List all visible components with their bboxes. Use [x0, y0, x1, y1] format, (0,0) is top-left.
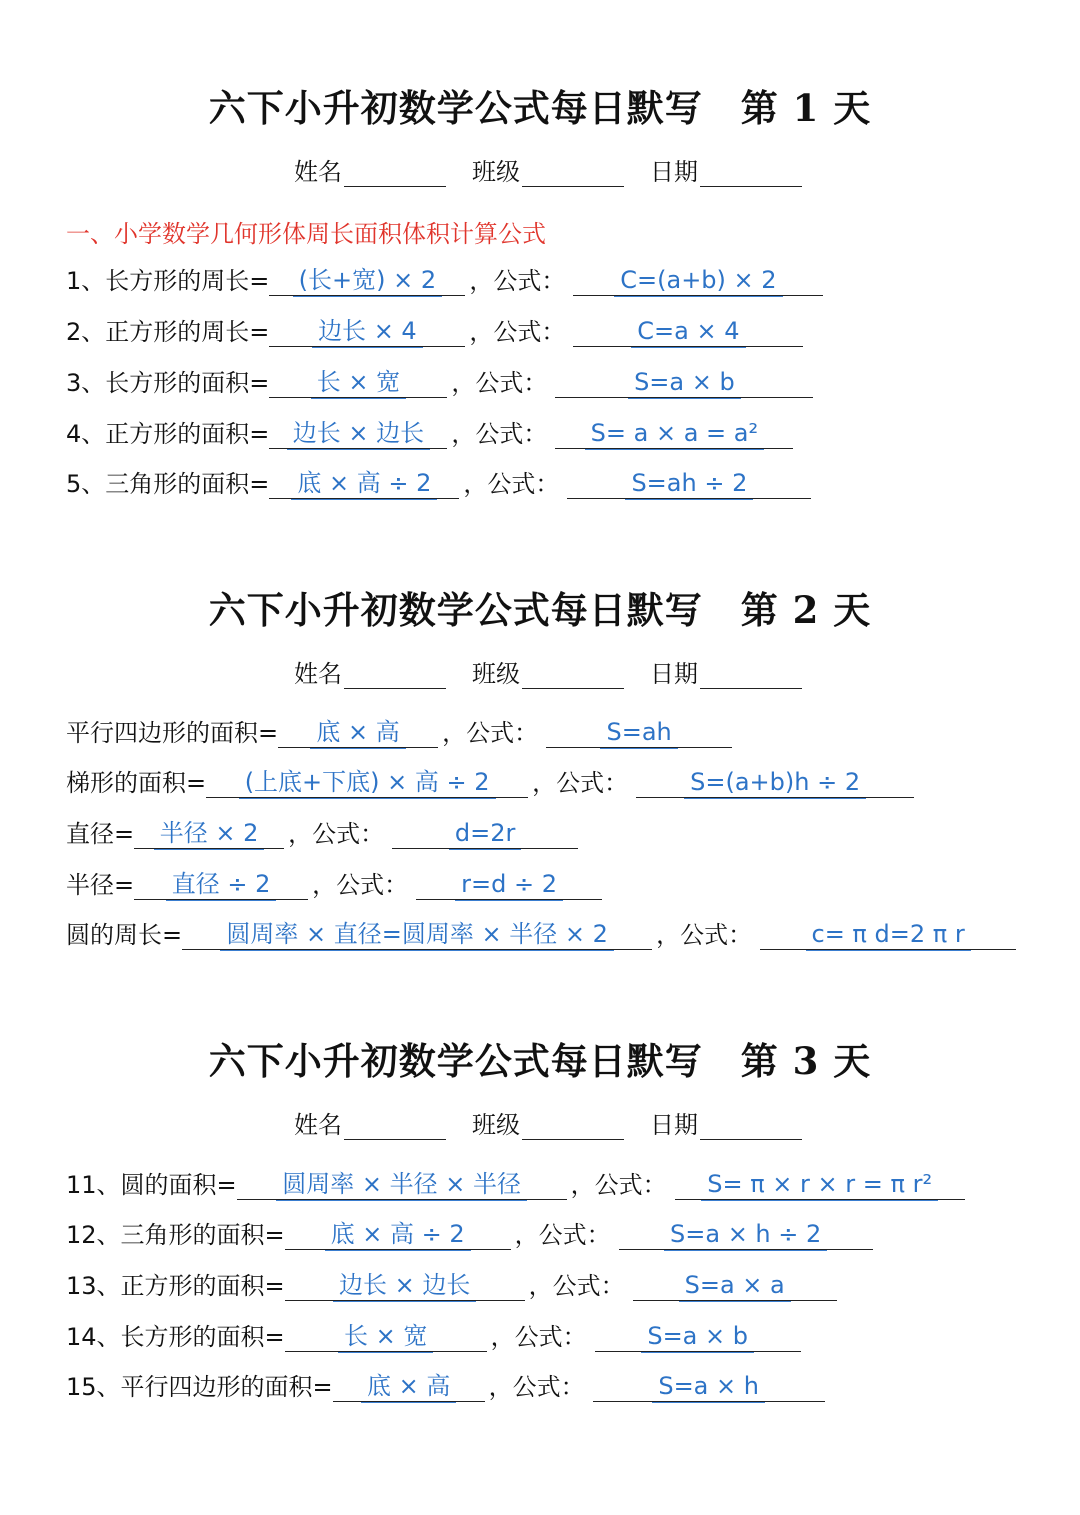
name-blank[interactable]	[344, 1115, 446, 1140]
row-label: 4、正方形的面积=	[66, 420, 270, 448]
formula-row	[66, 866, 602, 900]
class-blank[interactable]	[522, 1115, 624, 1140]
formula-blank[interactable]	[633, 1269, 837, 1301]
formula-label: ，公式：	[312, 871, 409, 899]
class-blank[interactable]	[522, 664, 624, 689]
formula-row	[66, 313, 803, 347]
answer-blank[interactable]	[182, 918, 652, 950]
answer-text: 底 × 高 ÷ 2	[330, 1220, 465, 1248]
formula-text: S=a × h	[658, 1372, 759, 1400]
day2-day-label: 第 2 天	[740, 588, 872, 632]
answer-blank[interactable]	[269, 366, 447, 398]
row-label: 12、三角形的面积=	[66, 1221, 285, 1249]
formula-label: ，公式：	[490, 1323, 587, 1351]
formula-label: ，公式：	[514, 1221, 611, 1249]
formula-row	[66, 262, 823, 296]
formula-blank[interactable]	[595, 1320, 801, 1352]
day1-title	[0, 78, 1080, 132]
formula-text: S= a × a = a²	[590, 419, 759, 447]
formula-row	[66, 1267, 837, 1301]
row-label: 2、正方形的周长=	[66, 318, 270, 346]
formula-label: ，公式：	[532, 769, 629, 797]
formula-label: ，公式：	[656, 921, 753, 949]
day3-title	[0, 1031, 1080, 1085]
date-label: 日期	[650, 1111, 698, 1139]
date-blank[interactable]	[700, 1115, 802, 1140]
answer-blank[interactable]	[269, 467, 459, 499]
formula-text: S=ah ÷ 2	[631, 469, 748, 497]
formula-blank[interactable]	[636, 766, 914, 798]
date-label: 日期	[650, 660, 698, 688]
answer-text: 圆周率 × 半径 × 半径	[282, 1170, 522, 1198]
day3-meta	[294, 1105, 828, 1140]
formula-text: S= π × r × r = π r²	[707, 1170, 933, 1198]
date-blank[interactable]	[700, 162, 802, 187]
answer-blank[interactable]	[285, 1320, 487, 1352]
answer-blank[interactable]	[206, 766, 528, 798]
formula-blank[interactable]	[416, 868, 602, 900]
formula-text: C=a × 4	[637, 317, 740, 345]
formula-label: ，公式：	[463, 470, 560, 498]
day1-title-text: 六下小升初数学公式每日默写	[208, 86, 703, 130]
formula-blank[interactable]	[573, 315, 803, 347]
formula-blank[interactable]	[760, 918, 1016, 950]
name-blank[interactable]	[344, 664, 446, 689]
formula-blank[interactable]	[555, 366, 813, 398]
answer-blank[interactable]	[285, 1218, 511, 1250]
formula-blank[interactable]	[567, 467, 811, 499]
row-label: 圆的周长=	[66, 921, 183, 949]
formula-text: S=ah	[606, 718, 672, 746]
formula-text: c= π d=2 π r	[811, 920, 965, 948]
formula-text: S=a × b	[634, 368, 735, 396]
row-label: 3、长方形的面积=	[66, 369, 270, 397]
row-label: 直径=	[66, 820, 135, 848]
formula-label: ，公式：	[288, 820, 385, 848]
name-label: 姓名	[294, 158, 342, 186]
day2-meta	[294, 654, 828, 689]
formula-label: ，公式：	[570, 1171, 667, 1199]
formula-label: ，公式：	[451, 420, 548, 448]
answer-blank[interactable]	[269, 417, 447, 449]
row-label: 15、平行四边形的面积=	[66, 1373, 333, 1401]
section1-heading: 一、小学数学几何形体周长面积体积计算公式	[66, 220, 546, 248]
day3-day-label: 第 3 天	[740, 1039, 872, 1083]
answer-blank[interactable]	[269, 315, 465, 347]
answer-blank[interactable]	[134, 868, 308, 900]
name-label: 姓名	[294, 660, 342, 688]
formula-row	[66, 916, 1016, 950]
formula-row	[66, 1368, 825, 1402]
row-label: 平行四边形的面积=	[66, 719, 279, 747]
formula-blank[interactable]	[546, 716, 732, 748]
answer-text: 边长 × 边长	[292, 419, 425, 447]
formula-row	[66, 815, 578, 849]
formula-label: ，公式：	[451, 369, 548, 397]
name-blank[interactable]	[344, 162, 446, 187]
day1-day-label: 第 1 天	[740, 86, 872, 130]
answer-text: 底 × 高 ÷ 2	[297, 469, 432, 497]
formula-blank[interactable]	[573, 264, 823, 296]
day1-meta	[294, 152, 828, 187]
class-label: 班级	[472, 660, 520, 688]
answer-text: (长+宽) × 2	[298, 266, 437, 294]
formula-text: C=(a+b) × 2	[620, 266, 777, 294]
formula-blank[interactable]	[619, 1218, 873, 1250]
answer-blank[interactable]	[285, 1269, 525, 1301]
date-blank[interactable]	[700, 664, 802, 689]
name-label: 姓名	[294, 1111, 342, 1139]
answer-text: 底 × 高	[366, 1372, 451, 1400]
formula-row	[66, 1216, 873, 1250]
formula-row	[66, 364, 813, 398]
answer-blank[interactable]	[269, 264, 465, 296]
row-label: 14、长方形的面积=	[66, 1323, 285, 1351]
row-label: 半径=	[66, 871, 135, 899]
formula-text: S=a × h ÷ 2	[670, 1220, 822, 1248]
row-label: 1、长方形的周长=	[66, 267, 270, 295]
row-label: 梯形的面积=	[66, 769, 207, 797]
answer-text: 边长 × 4	[318, 317, 417, 345]
formula-label: ，公式：	[469, 318, 566, 346]
day2-title-text: 六下小升初数学公式每日默写	[208, 588, 703, 632]
answer-text: 底 × 高	[316, 718, 400, 746]
answer-blank[interactable]	[237, 1168, 567, 1200]
answer-blank[interactable]	[333, 1370, 485, 1402]
formula-blank[interactable]	[593, 1370, 825, 1402]
formula-blank[interactable]	[675, 1168, 965, 1200]
answer-text: 圆周率 × 直径=圆周率 × 半径 × 2	[226, 920, 608, 948]
formula-text: d=2r	[454, 819, 516, 847]
formula-label: ，公式：	[442, 719, 539, 747]
answer-text: 半径 × 2	[159, 819, 259, 847]
answer-text: 长 × 宽	[316, 368, 401, 396]
class-blank[interactable]	[522, 162, 624, 187]
class-label: 班级	[472, 158, 520, 186]
formula-row	[66, 1166, 965, 1200]
day2-title	[0, 580, 1080, 634]
formula-label: ，公式：	[469, 267, 566, 295]
formula-blank[interactable]	[392, 817, 578, 849]
formula-row	[66, 465, 811, 499]
class-label: 班级	[472, 1111, 520, 1139]
formula-text: S=(a+b)h ÷ 2	[690, 768, 861, 796]
answer-text: (上底+下底) × 高 ÷ 2	[244, 768, 490, 796]
formula-row	[66, 714, 732, 748]
row-label: 13、正方形的面积=	[66, 1272, 285, 1300]
row-label: 5、三角形的面积=	[66, 470, 270, 498]
formula-text: r=d ÷ 2	[461, 870, 558, 898]
answer-blank[interactable]	[134, 817, 284, 849]
day3-title-text: 六下小升初数学公式每日默写	[208, 1039, 703, 1083]
row-label: 11、圆的面积=	[66, 1171, 237, 1199]
formula-row	[66, 1318, 801, 1352]
formula-text: S=a × a	[684, 1271, 785, 1299]
formula-label: ，公式：	[528, 1272, 625, 1300]
answer-blank[interactable]	[278, 716, 438, 748]
answer-text: 长 × 宽	[343, 1322, 428, 1350]
formula-row	[66, 764, 914, 798]
answer-text: 直径 ÷ 2	[171, 870, 271, 898]
formula-label: ，公式：	[488, 1373, 585, 1401]
formula-blank[interactable]	[555, 417, 793, 449]
answer-text: 边长 × 边长	[338, 1271, 471, 1299]
formula-row	[66, 415, 793, 449]
formula-text: S=a × b	[647, 1322, 748, 1350]
date-label: 日期	[650, 158, 698, 186]
